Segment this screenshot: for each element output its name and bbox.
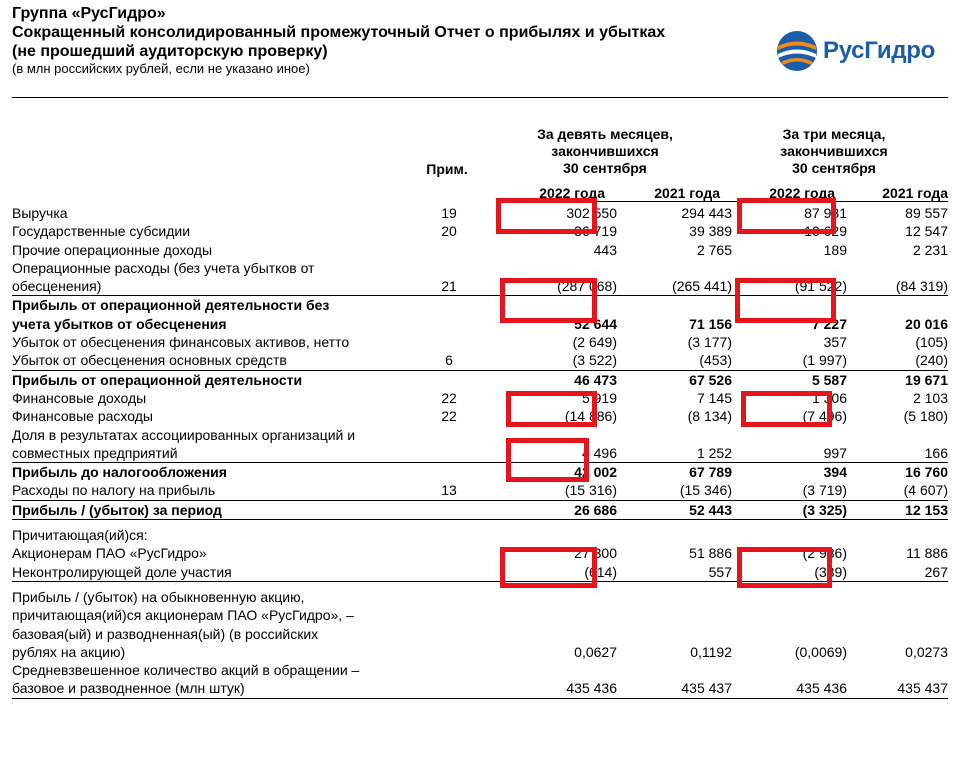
value-cell: (1 997) [802, 352, 847, 369]
table-row [12, 426, 948, 463]
value-cell: 2 231 [912, 241, 948, 258]
row-note [424, 588, 474, 661]
value-cell: 67 526 [617, 370, 732, 389]
value-cell: 189 [823, 241, 847, 258]
three-months-header-line1: За три месяца, [782, 126, 886, 142]
value-cell: 7 145 [696, 389, 732, 406]
row-note: 13 [441, 482, 457, 499]
row-label [12, 481, 424, 500]
highlight-box [741, 391, 832, 427]
value-cell: (5 180) [903, 408, 948, 425]
logo-text: РусГидро [823, 37, 936, 64]
row-label-line: Расходы по налогу на прибыль [12, 482, 216, 499]
value-cell: 394 [732, 463, 847, 482]
value-cell: (0,0069) [794, 643, 847, 660]
value-cell: 51 886 [689, 545, 732, 562]
value-cell: 5 919 [581, 389, 617, 406]
table-row [12, 351, 948, 370]
value-cell [732, 526, 847, 544]
value-cell: 443 [593, 241, 617, 258]
row-label-line: Убыток от обесценения финансовых активов, нетто [12, 334, 350, 351]
value-cell: (91 522) [794, 278, 847, 295]
nine-months-header [490, 126, 720, 177]
row-label-line: Доля в результатах ассоциированных организаций и [12, 426, 356, 443]
row-label-line: Операционные расходы (без учета убытков от [12, 259, 315, 276]
table-row [12, 241, 948, 259]
row-label-line: Государственные субсидии [12, 223, 191, 240]
value-cell: (265 441) [672, 278, 732, 295]
value-cell: 294 443 [681, 205, 732, 221]
row-label [12, 661, 424, 698]
row-label [12, 333, 424, 351]
row-label-line: совместных предприятий [12, 444, 178, 461]
row-label [12, 204, 424, 222]
row-note [424, 370, 474, 389]
value-cell: 87 931 [804, 205, 847, 221]
value-cell: 4 496 [581, 444, 617, 461]
row-label-line: Выручка [12, 205, 68, 221]
table-row [12, 333, 948, 351]
row-label-line: Прибыль до налогообложения [12, 464, 227, 481]
row-label-line: Финансовые расходы [12, 408, 153, 425]
row-label [12, 351, 424, 370]
value-cell: (3 522) [572, 352, 617, 369]
value-cell: 435 437 [847, 661, 948, 698]
row-label [12, 500, 424, 519]
highlight-box [500, 278, 597, 323]
value-cell: 0,0627 [574, 643, 617, 660]
value-cell: (2 649) [572, 334, 617, 351]
value-cell: 16 760 [847, 463, 948, 482]
row-note [424, 333, 474, 351]
value-cell: 0,1192 [690, 643, 732, 660]
row-label-line: Финансовые доходы [12, 389, 147, 406]
year-header-9m-2022: 2022 года [539, 185, 605, 201]
row-note: 21 [441, 278, 457, 295]
value-cell: (2 986) [802, 545, 847, 562]
value-cell: 302 550 [566, 205, 617, 221]
value-cell: 12 153 [847, 500, 948, 519]
row-note: 22 [441, 408, 457, 425]
value-cell: (14 886) [564, 408, 617, 425]
value-cell: 20 016 [847, 296, 948, 333]
row-label [12, 296, 424, 333]
value-cell: (3 177) [687, 334, 732, 351]
value-cell: 435 437 [617, 661, 732, 698]
value-cell: 26 686 [474, 500, 617, 519]
row-label-line: Прочие операционные доходы [12, 241, 213, 258]
row-note [424, 544, 474, 562]
value-cell: 2 765 [696, 241, 732, 258]
value-cell: 435 436 [732, 661, 847, 698]
value-cell: (3 719) [802, 482, 847, 499]
table-row [12, 500, 948, 519]
row-label-line: базовое и разводненное (млн штук) [12, 680, 245, 697]
value-cell: 36 719 [574, 223, 617, 240]
value-cell: 52 644 [474, 296, 617, 333]
highlight-box [506, 438, 589, 482]
rushydro-logo-icon [775, 29, 819, 73]
value-cell: 67 789 [617, 463, 732, 482]
three-months-header [720, 126, 948, 177]
value-cell: (240) [915, 352, 948, 369]
row-note [424, 563, 474, 582]
value-cell: 27 300 [574, 545, 617, 562]
row-label-line: обесценения) [12, 278, 102, 295]
value-cell: 11 886 [906, 545, 948, 562]
row-note [424, 661, 474, 698]
three-months-header-line3: 30 сентября [792, 160, 876, 176]
row-label-line: учета убытков от обесценения [12, 315, 227, 332]
value-cell: (614) [584, 563, 617, 580]
year-header-9m-2021: 2021 года [654, 185, 720, 201]
row-label [12, 588, 424, 661]
row-label [12, 526, 424, 544]
value-cell: 166 [924, 444, 948, 461]
rushydro-logo [775, 28, 935, 74]
value-cell: 12 547 [905, 223, 948, 240]
report-title-line2: (не прошедший аудиторскую проверку) [12, 43, 328, 60]
table-row [12, 588, 948, 661]
row-label-line: Неконтролирующей доле участия [12, 563, 232, 580]
row-label-line: Акционерам ПАО «РусГидро» [12, 545, 207, 562]
row-note [424, 241, 474, 259]
row-note: 22 [441, 389, 457, 406]
row-label [12, 370, 424, 389]
row-label-line: Причитающая(ий)ся: [12, 527, 148, 544]
note-column-header: Прим. [426, 161, 468, 177]
value-cell: (453) [699, 352, 732, 369]
value-cell: (84 319) [895, 278, 948, 295]
value-cell: (8 134) [687, 408, 732, 425]
row-label [12, 426, 424, 463]
row-label-line: Прибыль / (убыток) на обыкновенную акцию, [12, 588, 305, 605]
value-cell: 7 227 [732, 296, 847, 333]
row-label [12, 407, 424, 425]
row-note [424, 296, 474, 333]
value-cell: (4 607) [903, 482, 948, 499]
row-note: 19 [441, 205, 457, 221]
company-name: Группа «РусГидро» [12, 5, 166, 22]
value-cell: 267 [924, 563, 948, 580]
value-cell: 42 002 [474, 463, 617, 482]
value-cell: 71 156 [617, 296, 732, 333]
header-rule [12, 97, 948, 98]
row-note [424, 526, 474, 544]
row-label-line: рублях на акцию) [12, 643, 126, 660]
value-cell: 0,0273 [905, 643, 948, 660]
value-cell: 1 252 [696, 444, 732, 461]
value-cell: 89 557 [905, 205, 948, 221]
row-label-line: Прибыль / (убыток) за период [12, 501, 222, 518]
highlight-box [737, 198, 836, 234]
highlight-box [496, 198, 597, 234]
value-cell: (105) [915, 334, 948, 351]
nine-months-header-line1: За девять месяцев, [537, 126, 673, 142]
value-cell [617, 526, 732, 544]
highlight-box [500, 547, 597, 588]
row-label-line: Прибыль от операционной деятельности [12, 371, 303, 388]
highlight-box [735, 278, 836, 323]
highlight-box [506, 391, 597, 427]
value-cell: 435 436 [474, 661, 617, 698]
highlight-box [737, 547, 832, 588]
row-label [12, 463, 424, 482]
row-label [12, 563, 424, 582]
three-months-header-line2: закончившихся [780, 143, 888, 159]
value-cell: 52 443 [617, 500, 732, 519]
table-row [12, 526, 948, 544]
row-note [424, 463, 474, 482]
table-row [12, 463, 948, 482]
table-row [12, 370, 948, 389]
nine-months-header-line2: закончившихся [551, 143, 659, 159]
row-label [12, 389, 424, 407]
value-cell [847, 526, 948, 544]
year-header-3m-2022: 2022 года [769, 185, 835, 201]
row-label-line: Убыток от обесценения основных средств [12, 352, 287, 369]
value-cell: (15 346) [679, 482, 732, 499]
value-cell: 5 587 [732, 370, 847, 389]
value-cell: (287 068) [557, 278, 617, 295]
value-cell: 997 [823, 444, 847, 461]
value-cell [474, 526, 617, 544]
value-cell: 357 [823, 334, 847, 351]
row-label [12, 222, 424, 240]
value-cell: 1 306 [811, 389, 847, 406]
row-note: 6 [445, 352, 453, 369]
table-row [12, 481, 948, 500]
row-label [12, 259, 424, 296]
value-cell: 557 [708, 563, 732, 580]
report-title-line1: Сокращенный консолидированный промежуточный Отчет о прибылях и убытках [12, 24, 666, 41]
value-cell: 39 389 [689, 223, 732, 240]
row-label [12, 544, 424, 562]
table-row [12, 661, 948, 698]
row-note: 20 [441, 223, 457, 240]
row-label-line: Средневзвешенное количество акций в обращении – [12, 662, 360, 679]
report-header [12, 4, 665, 77]
value-cell: 19 671 [847, 370, 948, 389]
year-header-3m-2021: 2021 года [882, 185, 948, 201]
row-note [424, 426, 474, 463]
row-label-line: Прибыль от операционной деятельности без [12, 297, 330, 314]
value-cell: (3 325) [732, 500, 847, 519]
units-note: (в млн российских рублей, если не указано иное) [12, 61, 310, 76]
value-cell: 10 629 [804, 223, 847, 240]
row-label [12, 241, 424, 259]
row-label-line: причитающая(ий)ся акционерам ПАО «РусГидро», – [12, 607, 354, 624]
value-cell: 46 473 [474, 370, 617, 389]
value-cell: 2 103 [912, 389, 948, 406]
row-label-line: базовая(ый) и разводненная(ый) (в российских [12, 625, 319, 642]
value-cell: (7 496) [802, 408, 847, 425]
value-cell: (339) [814, 563, 847, 580]
value-cell: (15 316) [564, 482, 617, 499]
nine-months-header-line3: 30 сентября [563, 160, 647, 176]
row-note [424, 500, 474, 519]
